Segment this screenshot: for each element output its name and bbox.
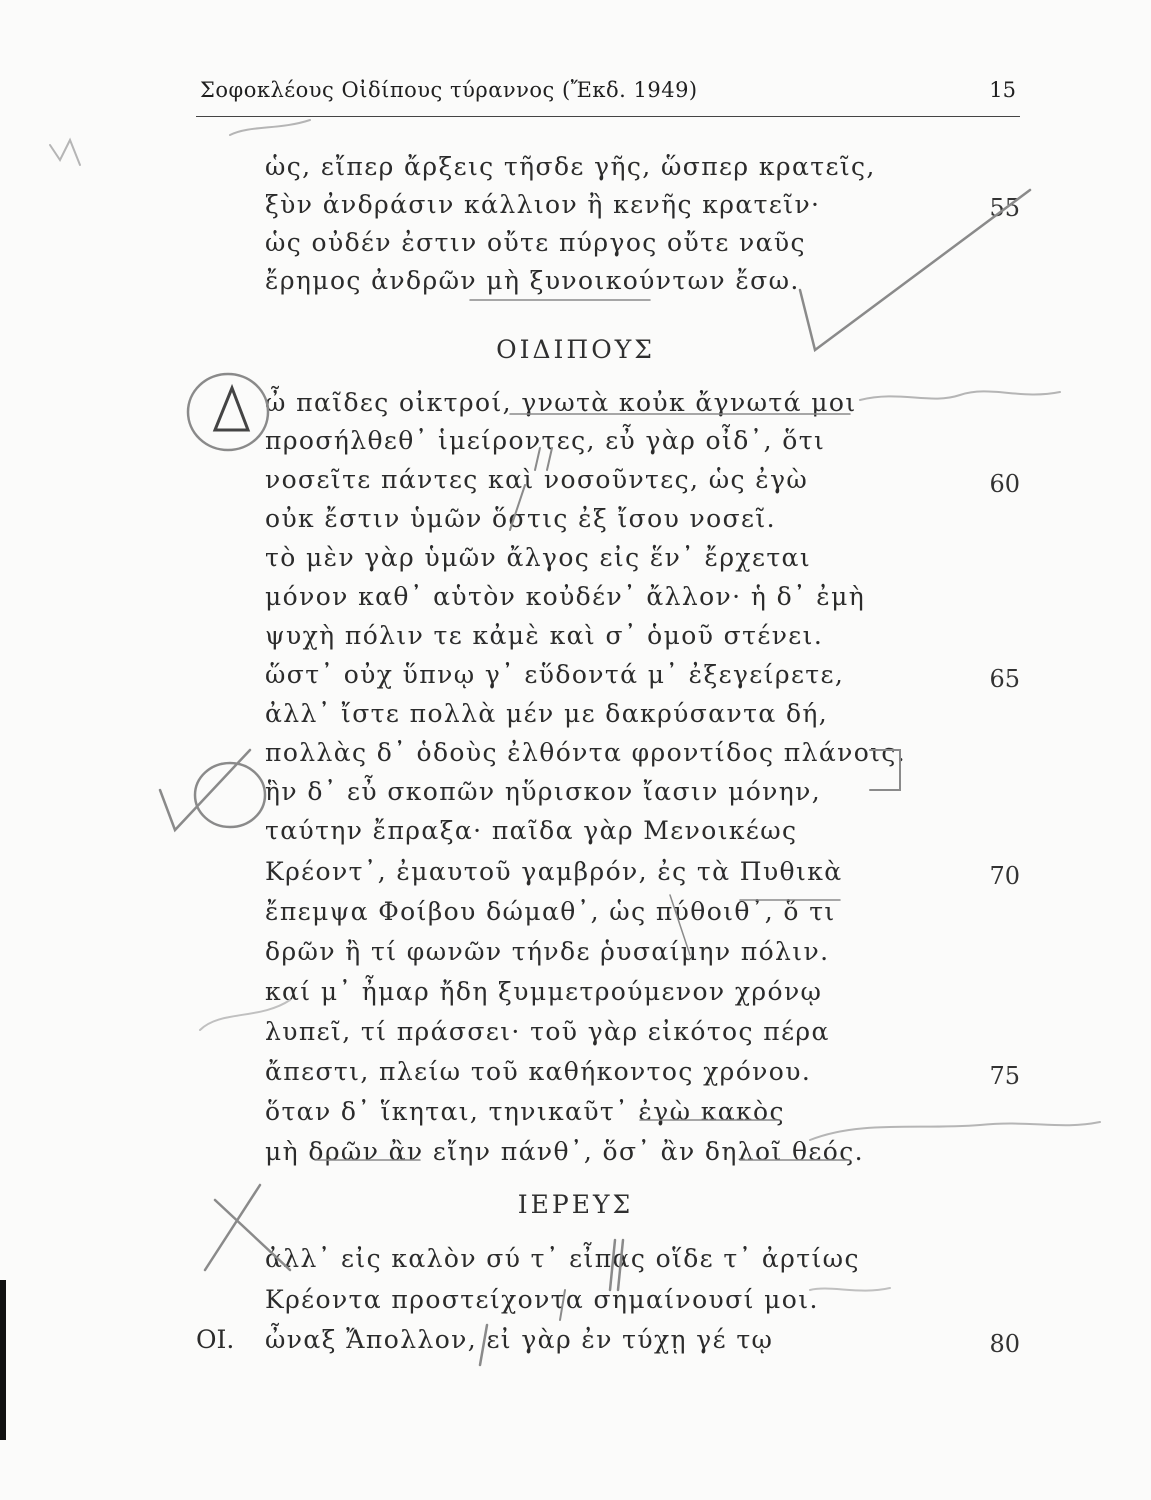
speaker-heading: ΙΕΡΕΥΣ	[517, 1190, 634, 1219]
verse-line: ὥστ᾽ οὐχ ὕπνῳ γ᾽ εὕδοντά μ᾽ ἐξεγείρετε,	[265, 660, 845, 689]
verse-line: τὸ μὲν γὰρ ὑμῶν ἄλγος εἰς ἕν᾽ ἔρχεται	[265, 543, 812, 572]
verse-line: ὦ παῖδες οἰκτροί, γνωτὰ κοὐκ ἄγνωτά μοι	[265, 388, 857, 417]
verse-line: ψυχὴ πόλιν τε κἀμὲ καὶ σ᾽ ὁμοῦ στένει.	[265, 621, 824, 650]
verse-line: ὅταν δ᾽ ἵκηται, τηνικαῦτ᾽ ἐγὼ κακὸς	[265, 1097, 785, 1126]
line-number: 75	[989, 1062, 1020, 1090]
verse-line: Κρέοντ᾽, ἐμαυτοῦ γαμβρόν, ἐς τὰ Πυθικὰ	[265, 857, 843, 886]
verse-line: ὡς, εἴπερ ἄρξεις τῆσδε γῆς, ὥσπερ κρατεῖς,	[265, 152, 876, 181]
verse-line: Κρέοντα προστείχοντα σημαίνουσί μοι.	[265, 1285, 819, 1314]
verse-line: νοσεῖτε πάντες καὶ νοσοῦντες, ὡς ἐγὼ	[265, 465, 809, 494]
verse-line: μόνον καθ᾽ αὑτὸν κοὐδέν᾽ ἄλλον· ἡ δ᾽ ἐμὴ	[265, 582, 866, 611]
verse-line: δρῶν ἢ τί φωνῶν τήνδε ῥυσαίμην πόλιν.	[265, 937, 830, 966]
page-number: 15	[989, 78, 1016, 102]
verse-line: ὡς οὐδέν ἐστιν οὔτε πύργος οὔτε ναῦς	[265, 228, 806, 257]
verse-line: μὴ δρῶν ἂν εἴην πάνθ᾽, ὅσ᾽ ἂν δηλοῖ θεός.	[265, 1137, 864, 1166]
running-head	[200, 78, 1020, 112]
running-title: Σοφοκλέους Οἰδίπους τύραννος (Ἔκδ. 1949)	[200, 78, 698, 102]
verse-line: ἀλλ᾽ εἰς καλὸν σύ τ᾽ εἶπας οἵδε τ᾽ ἀρτίως	[265, 1244, 860, 1273]
scan-edge-shadow	[0, 1280, 6, 1440]
line-number: 80	[989, 1330, 1020, 1358]
verse-line: ἀλλ᾽ ἴστε πολλὰ μέν με δακρύσαντα δή,	[265, 699, 829, 728]
circled-delta-mark	[188, 374, 268, 450]
verse-line: καί μ᾽ ἦμαρ ἤδη ξυμμετρούμενον χρόνῳ	[265, 977, 823, 1006]
line-number: 55	[989, 194, 1020, 222]
verse-line: ἄπεστι, πλείω τοῦ καθήκοντος χρόνου.	[265, 1057, 812, 1086]
verse-line: πολλὰς δ᾽ ὁδοὺς ἐλθόντα φροντίδος πλάνοις.	[265, 738, 907, 767]
header-rule	[196, 116, 1020, 117]
line-number: 65	[989, 665, 1020, 693]
verse-line: ἣν δ᾽ εὖ σκοπῶν ηὕρισκον ἴασιν μόνην,	[265, 777, 822, 806]
verse-line: οὐκ ἔστιν ὑμῶν ὅστις ἐξ ἴσου νοσεῖ.	[265, 504, 776, 533]
speaker-heading: ΟΙΔΙΠΟΥΣ	[496, 335, 655, 364]
left-check-mark	[160, 750, 250, 830]
verse-line: ταύτην ἔπραξα· παῖδα γὰρ Μενοικέως	[265, 816, 798, 845]
line-number: 70	[989, 862, 1020, 890]
verse-line: λυπεῖ, τί πράσσει· τοῦ γὰρ εἰκότος πέρα	[265, 1017, 830, 1046]
verse-line: ξὺν ἀνδράσιν κάλλιον ἢ κενῆς κρατεῖν·	[265, 190, 821, 219]
verse-line: ἔπεμψα Φοίβου δώμαθ᾽, ὡς πύθοιθ᾽, ὅ τι	[265, 897, 836, 926]
verse-line: ὦναξ Ἄπολλον, εἰ γὰρ ἐν τύχῃ γέ τῳ	[265, 1325, 774, 1354]
speaker-abbreviation: ΟΙ.	[196, 1325, 235, 1354]
verse-line: προσήλθεθ᾽ ἱμείροντες, εὖ γὰρ οἶδ᾽, ὅτι	[265, 426, 826, 455]
line-number: 60	[989, 470, 1020, 498]
verse-line: ἔρημος ἀνδρῶν μὴ ξυνοικούντων ἔσω.	[265, 266, 800, 295]
circled-five-mark	[195, 763, 265, 827]
